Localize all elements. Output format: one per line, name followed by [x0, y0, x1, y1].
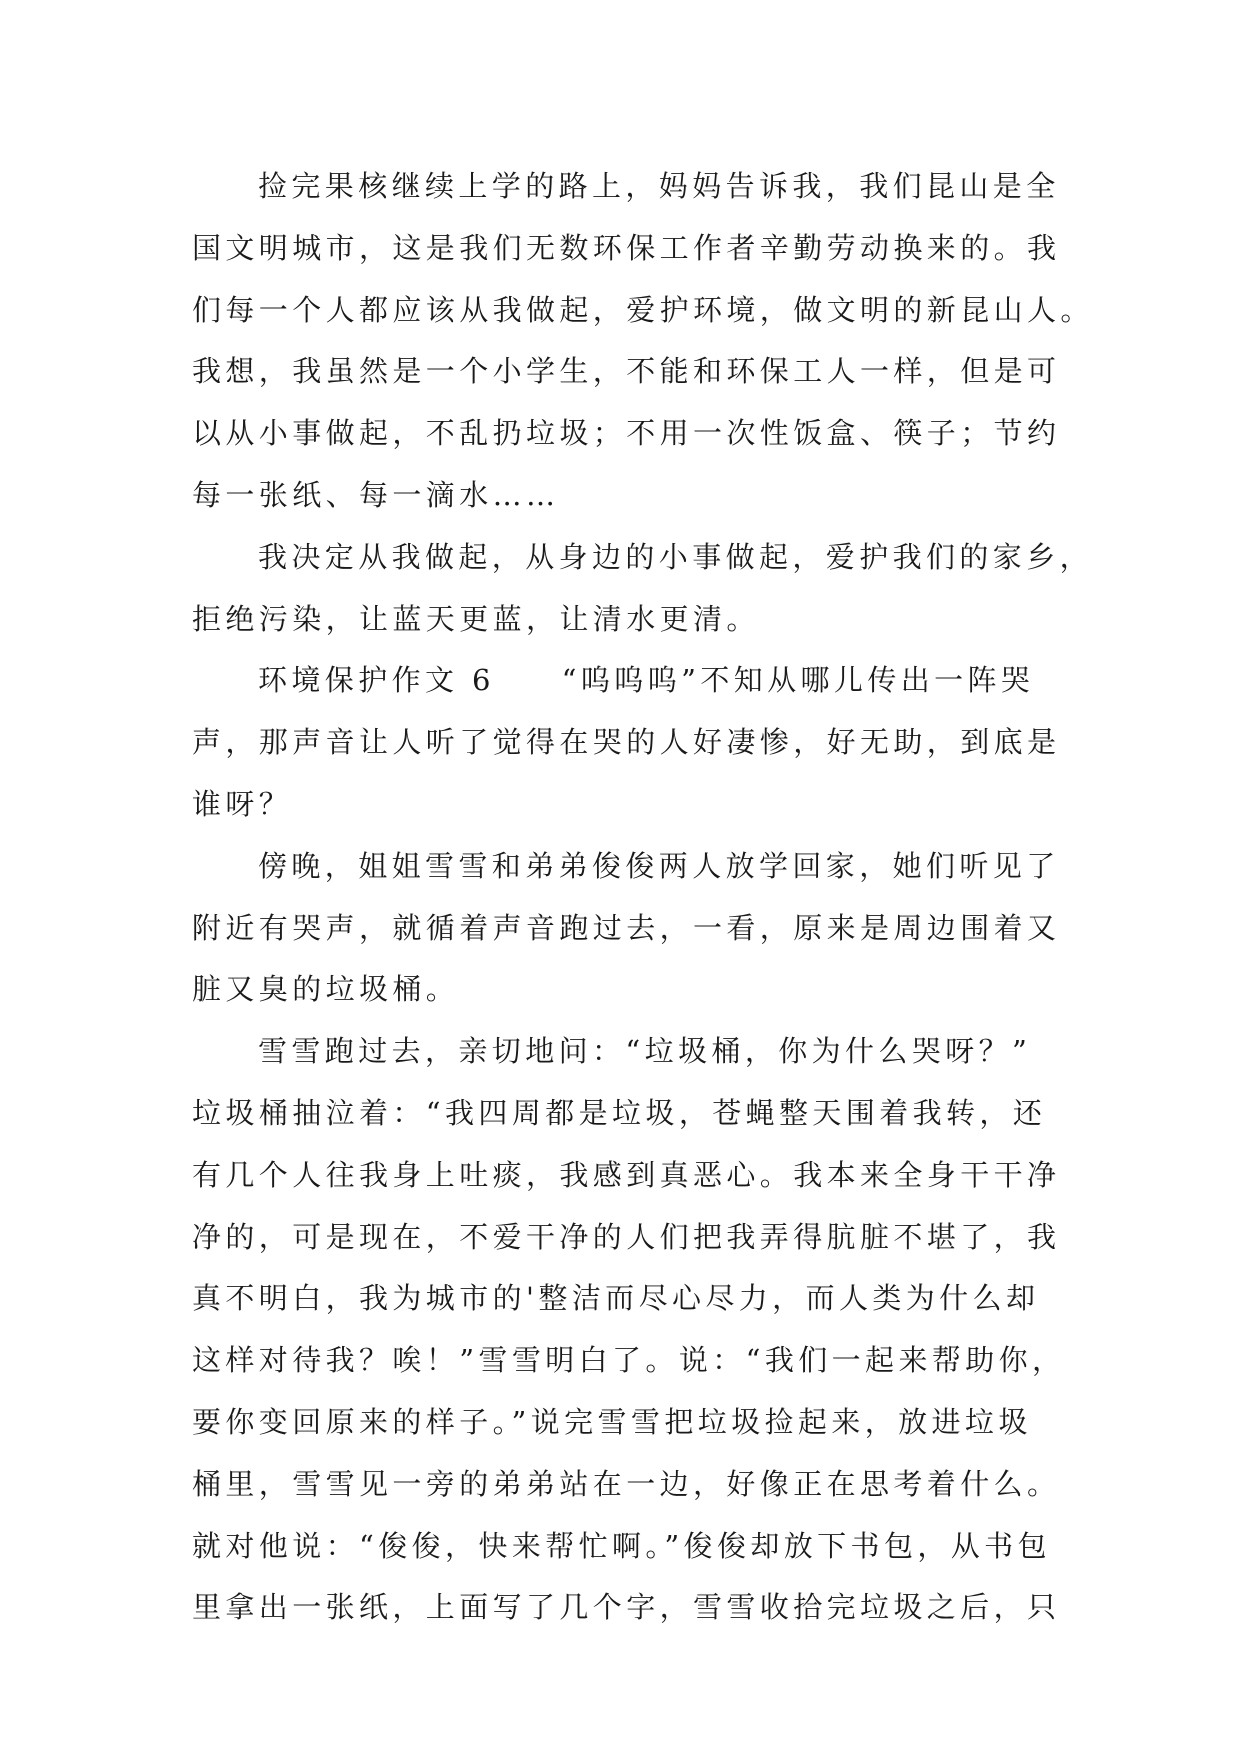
- text-line: 垃圾桶抽泣着：“我四周都是垃圾，苍蝇整天围着我转，还: [192, 1095, 1047, 1130]
- text-line: 真不明白，我为城市的'整洁而尽心尽力，而人类为什么却: [192, 1281, 1040, 1316]
- text-line: 傍晚，姐姐雪雪和弟弟俊俊两人放学回家，她们听见了: [258, 848, 1060, 883]
- text-line: 声，那声音让人听了觉得在哭的人好凄惨，好无助，到底是: [192, 725, 1061, 760]
- text-line: 们每一个人都应该从我做起，爱护环境，做文明的新昆山人。: [192, 292, 1094, 327]
- text-line: 有几个人往我身上吐痰，我感到真恶心。我本来全身干干净: [192, 1157, 1061, 1192]
- text-line: 谁呀？: [192, 786, 293, 821]
- text-line: 我决定从我做起，从身边的小事做起，爱护我们的家乡，: [258, 539, 1094, 574]
- text-line: 环境保护作文 6 “呜呜呜”不知从哪儿传出一阵哭: [258, 663, 1035, 698]
- text-line: 里拿出一张纸，上面写了几个字，雪雪收拾完垃圾之后，只: [192, 1590, 1061, 1625]
- text-line: 雪雪跑过去，亲切地问：“垃圾桶，你为什么哭呀？”: [258, 1034, 1032, 1069]
- text-line: 脏又臭的垃圾桶。: [192, 972, 460, 1007]
- text-line: 要你变回原来的样子。”说完雪雪把垃圾捡起来，放进垃圾: [192, 1404, 1032, 1439]
- text-line: 这样对待我？唉！”雪雪明白了。说：“我们一起来帮助你，: [192, 1343, 1066, 1378]
- text-line: 国文明城市，这是我们无数环保工作者辛勤劳动换来的。我: [192, 230, 1061, 265]
- text-line: 净的，可是现在，不爱干净的人们把我弄得肮脏不堪了，我: [192, 1219, 1061, 1254]
- text-line: 拒绝污染，让蓝天更蓝，让清水更清。: [192, 601, 760, 636]
- text-line: 附近有哭声，就循着声音跑过去，一看，原来是周边围着又: [192, 910, 1061, 945]
- text-line: 我想，我虽然是一个小学生，不能和环保工人一样，但是可: [192, 354, 1061, 389]
- text-line: 捡完果核继续上学的路上，妈妈告诉我，我们昆山是全: [258, 169, 1060, 203]
- text-line: 桶里，雪雪见一旁的弟弟站在一边，好像正在思考着什么。: [192, 1466, 1061, 1501]
- text-line: 以从小事做起，不乱扔垃圾；不用一次性饭盒、筷子；节约: [192, 416, 1061, 451]
- text-line: 每一张纸、每一滴水……: [192, 477, 560, 512]
- document-body: [192, 156, 1094, 1639]
- text-line: 就对他说：“俊俊，快来帮忙啊。”俊俊却放下书包，从书包: [192, 1528, 1051, 1563]
